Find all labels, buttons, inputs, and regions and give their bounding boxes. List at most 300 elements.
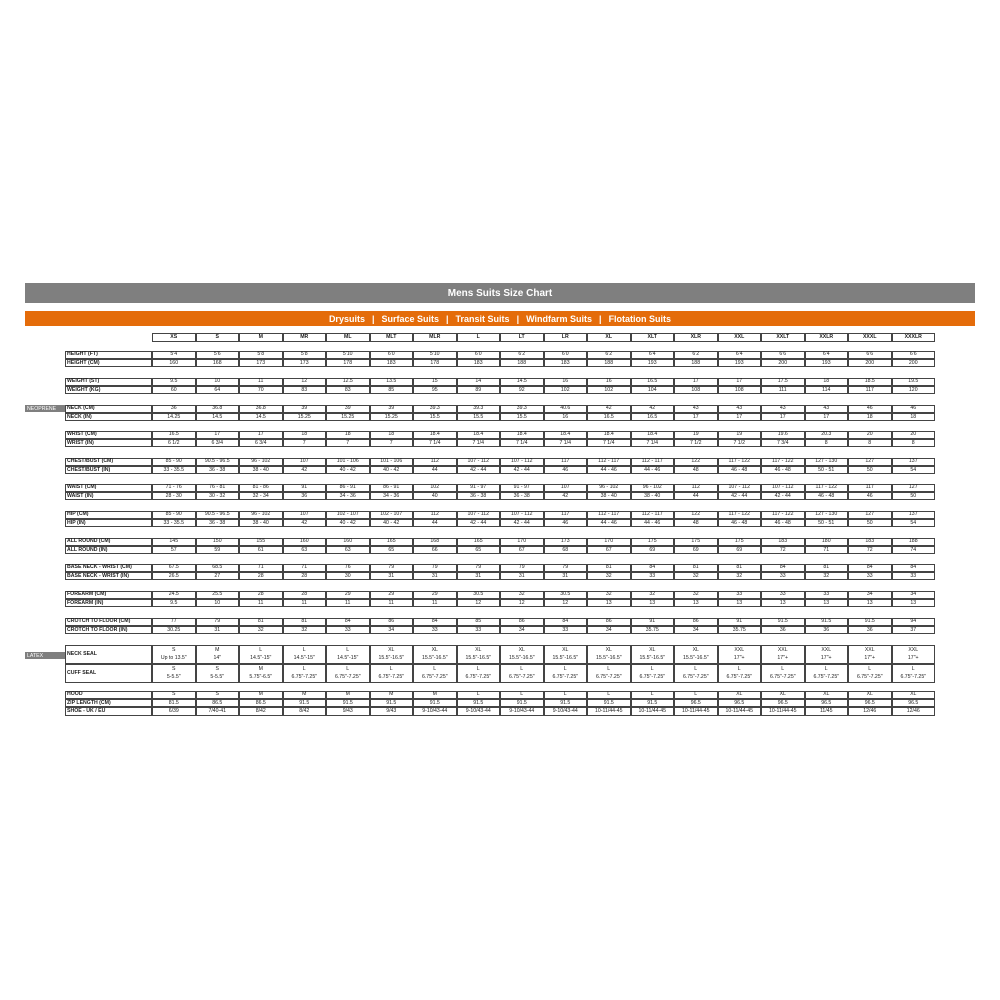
table-cell: 15.25 [326,413,370,421]
table-cell: 173 [283,359,327,367]
table-cell: 50 [848,519,892,527]
table-cell: 107 [283,458,327,466]
table-cell: 46 [892,405,936,413]
table-cell: 86 [500,618,544,626]
table-cell: 175 [718,538,762,546]
table-cell: 107 - 112 [500,458,544,466]
table-cell: 18.4 [500,431,544,439]
cell-line: 17"+ [820,655,832,662]
table-cell: 31 [544,572,588,580]
table-cell: 85 - 90 [152,458,196,466]
table-cell: 175 [631,538,675,546]
table-cell: 46 - 48 [761,519,805,527]
table-cell: 70 [239,386,283,394]
cell-line: 14.5"-15" [337,655,359,662]
table-cell: 33 [631,572,675,580]
cell-line: 6.75"-7.25" [813,674,840,681]
table-cell: 183 [848,538,892,546]
cell-line: XXL [864,646,875,653]
table-cell: 11 [370,599,414,607]
table-cell: 7 1/2 [718,439,762,447]
neoprene-section-tag: NEOPRENE [25,405,65,412]
table-cell: 84 [544,618,588,626]
table-cell: 46 - 48 [718,466,762,474]
table-cell [544,664,588,683]
table-cell: 102 [587,386,631,394]
table-cell: 20 [892,431,936,439]
table-cell: 90.5 - 96.5 [196,458,240,466]
table-cell: 19.5 [892,378,936,386]
cell-line: 6.75"-7.25" [291,674,318,681]
row-label: ZIP LENGTH (CM) [65,699,152,707]
table-cell: 6'4 [631,351,675,359]
table-cell: 68.5 [196,564,240,572]
table-cell: 13.5 [370,378,414,386]
table-cell: 112 [413,511,457,519]
table-cell: 91 [718,618,762,626]
table-cell: 36.8 [196,405,240,413]
size-header: M [239,333,283,342]
table-cell: 193 [805,359,849,367]
cell-line: 6.75"-7.25" [856,674,883,681]
table-cell: 33 [544,626,588,634]
chart-title: Mens Suits Size Chart [25,283,975,303]
table-cell: 112 [413,458,457,466]
table-cell: 91 - 97 [457,484,501,492]
table-cell: 86 [587,618,631,626]
table-cell: 8/42 [283,707,327,715]
row-label: HEIGHT (FT) [65,351,152,359]
table-cell: XL [718,691,762,699]
table-cell: 32 [587,572,631,580]
cell-line: Up to 13.5" [160,655,187,662]
table-cell: 17 [718,378,762,386]
table-cell [631,664,675,683]
table-cell: 33 - 35.5 [152,519,196,527]
row-label: WAIST (CM) [65,484,152,492]
table-cell: 60 [152,386,196,394]
table-cell: 14 [457,378,501,386]
table-cell: 104 [631,386,675,394]
table-cell: 46 [544,466,588,474]
table-cell: 43 [674,405,718,413]
cell-line: 17"+ [733,655,745,662]
table-cell: 66 [413,546,457,554]
table-cell: 32 [674,572,718,580]
table-cell: 8 [805,439,849,447]
table-cell: 77 [152,618,196,626]
table-cell: 84 [892,564,936,572]
table-cell: 170 [500,538,544,546]
table-cell: 102 [413,484,457,492]
table-cell: 84 [326,618,370,626]
table-cell: 17 [718,413,762,421]
table-cell: 31 [500,572,544,580]
table-cell [239,664,283,683]
table-cell: 40 - 42 [326,519,370,527]
table-cell: 117 - 122 [805,484,849,492]
cell-line: 5-5.5" [210,674,225,681]
table-cell: 50 [848,466,892,474]
cell-line: 15.5"-16.5" [639,655,666,662]
table-cell: 91.5 [413,699,457,707]
table-cell: 96.5 [892,699,936,707]
table-cell: 18.5 [848,378,892,386]
table-cell: 5'8 [283,351,327,359]
table-cell: 15.5 [500,413,544,421]
table-cell: 16 [544,378,588,386]
table-cell: 200 [761,359,805,367]
category-separator: | [446,313,449,324]
table-cell: 33 [761,591,805,599]
table-cell [283,645,327,664]
table-cell: 17 [674,378,718,386]
table-cell: 36 [152,405,196,413]
table-cell: 7 1/4 [544,439,588,447]
cell-line: L [476,665,480,672]
table-cell: 27 [196,572,240,580]
table-cell: 44 - 46 [587,519,631,527]
cell-line: L [694,665,698,672]
table-cell [500,664,544,683]
table-cell: 32 [587,591,631,599]
table-cell: 9/43 [326,707,370,715]
table-cell: 7 1/4 [457,439,501,447]
table-cell: 38 - 40 [587,492,631,500]
table-cell: 18 [326,431,370,439]
table-cell: 6 3/4 [239,439,283,447]
table-cell: 91.5 [848,618,892,626]
table-cell: 32 [239,626,283,634]
table-cell: 59 [196,546,240,554]
table-cell: 108 [718,386,762,394]
table-cell: 39.3 [413,405,457,413]
cell-line: M [258,665,263,672]
table-cell: 193 [718,359,762,367]
table-cell: 102 - 107 [326,511,370,519]
category-label: Surface Suits [381,313,440,324]
cell-line: 17"+ [777,655,789,662]
table-cell: 42 [283,466,327,474]
table-cell [370,664,414,683]
table-cell: 107 - 112 [761,484,805,492]
table-cell: 5'4 [152,351,196,359]
table-cell: 11 [239,378,283,386]
cell-line: XXL [821,646,832,653]
table-cell: M [239,691,283,699]
table-cell: 54 [892,466,936,474]
cell-line: XL [649,646,656,653]
table-cell: 81 [718,564,762,572]
table-cell: 18 [848,413,892,421]
table-cell: 89 [457,386,501,394]
table-cell: 91.5 [761,618,805,626]
table-cell [761,645,805,664]
table-cell: 46 [544,519,588,527]
table-cell: 127 [848,458,892,466]
table-cell: 8/42 [239,707,283,715]
table-cell: 107 [283,511,327,519]
row-label: WAIST (IN) [65,492,152,500]
table-cell: 34 [892,591,936,599]
table-cell: 46 [848,492,892,500]
table-cell: 12/46 [892,707,936,715]
table-cell [196,664,240,683]
table-cell: 86 - 91 [370,484,414,492]
row-label: FOREARM (CM) [65,591,152,599]
table-cell: 40.6 [544,405,588,413]
table-cell: 10 [196,599,240,607]
table-cell: 117 [544,511,588,519]
row-label: ALL ROUND (IN) [65,546,152,554]
cell-line: L [650,665,654,672]
table-cell: XL [892,691,936,699]
size-header: L [457,333,501,342]
table-cell: 117 - 122 [718,511,762,519]
table-cell: 96.5 [805,699,849,707]
table-cell [674,664,718,683]
table-cell: 42 - 44 [500,466,544,474]
table-cell: 17 [674,413,718,421]
table-cell: 6'0 [370,351,414,359]
table-cell: 188 [587,359,631,367]
table-cell: 137 [892,511,936,519]
table-cell: 102 [544,386,588,394]
size-header: XS [152,333,196,342]
table-cell: M [326,691,370,699]
table-cell: 160 [326,538,370,546]
table-cell [587,645,631,664]
table-cell: 46 - 48 [761,466,805,474]
table-cell: 15.5 [413,413,457,421]
table-cell: 183 [544,359,588,367]
table-cell: 112 - 117 [631,511,675,519]
table-cell: 18 [892,413,936,421]
cell-line: 15.5"-16.5" [465,655,492,662]
table-cell: 85 [370,386,414,394]
row-label: FOREARM (IN) [65,599,152,607]
table-cell: 10 [196,378,240,386]
table-cell: 68 [544,546,588,554]
table-cell: XL [805,691,849,699]
table-cell: 32 [631,591,675,599]
cell-line: 6.75"-7.25" [421,674,448,681]
row-label: NECK (IN) [65,413,152,421]
table-cell: 7 1/4 [587,439,631,447]
cell-line: 15.5"-16.5" [421,655,448,662]
row-label: WEIGHT (ST) [65,378,152,386]
size-header: XXXLR [892,333,936,342]
table-cell: 9-10/43-44 [544,707,588,715]
table-cell: 6'4 [805,351,849,359]
table-cell: 13 [761,599,805,607]
table-cell: 6'4 [718,351,762,359]
table-cell: 178 [413,359,457,367]
table-cell: 200 [848,359,892,367]
row-label: SHOE - UK / EU [65,707,152,715]
table-cell [805,645,849,664]
cell-line: S [215,665,219,672]
table-cell: 17 [196,431,240,439]
table-cell: 65 [457,546,501,554]
table-cell: 28 [283,591,327,599]
table-cell: 42 - 44 [457,519,501,527]
cell-line: 14.5"-15" [293,655,315,662]
table-cell: 91.5 [283,699,327,707]
table-cell: 117 - 122 [718,458,762,466]
table-cell: 86.5 [239,699,283,707]
table-cell: 81.5 [152,699,196,707]
row-label: WRIST (IN) [65,439,152,447]
size-header: XLT [631,333,675,342]
table-cell: 79 [413,564,457,572]
table-cell: 6 1/2 [152,439,196,447]
table-cell: 19.6 [761,431,805,439]
table-cell: 29 [370,591,414,599]
table-cell [326,664,370,683]
table-cell: 32 - 34 [239,492,283,500]
cell-line: 6.75"-7.25" [508,674,535,681]
table-cell [370,645,414,664]
category-separator: | [371,313,375,324]
table-cell: 91.5 [805,618,849,626]
table-cell [848,664,892,683]
table-cell: 14.5 [239,413,283,421]
cell-line: L [302,646,306,653]
table-cell [848,645,892,664]
table-cell: 65 [370,546,414,554]
cell-line: L [346,665,350,672]
table-cell: 7/40-41 [196,707,240,715]
table-cell: 40 [413,492,457,500]
table-cell: 168 [413,538,457,546]
row-label: CROTCH TO FLOOR (CM) [65,618,152,626]
table-cell: 84 [761,564,805,572]
table-cell: 16.5 [152,431,196,439]
cell-line: 6.75"-7.25" [682,674,709,681]
table-cell: 28 [283,572,327,580]
table-cell: 15.25 [370,413,414,421]
table-cell: 34 [848,591,892,599]
row-label: BASE NECK - WRIST (IN) [65,572,152,580]
table-cell: 72 [848,546,892,554]
row-label: CROTCH TO FLOOR (IN) [65,626,152,634]
table-cell: 12.5 [326,378,370,386]
table-cell [283,664,327,683]
table-cell: 83 [283,386,327,394]
table-cell: 33 [718,591,762,599]
table-cell: 81 [283,618,327,626]
table-cell: 91.5 [631,699,675,707]
table-cell: 39 [326,405,370,413]
table-cell: 63 [326,546,370,554]
table-cell: 50 - 51 [805,519,849,527]
table-cell: 9/43 [370,707,414,715]
table-cell: 188 [892,538,936,546]
table-cell: 85 - 90 [152,511,196,519]
cell-line: 14.5"-15" [250,655,272,662]
size-header: XXL [718,333,762,342]
cell-line: L [911,665,915,672]
table-cell: 6'2 [500,351,544,359]
table-cell: 35.75 [631,626,675,634]
table-cell: 48 [674,466,718,474]
table-cell: 12 [457,599,501,607]
table-cell [457,664,501,683]
table-cell: 96.5 [674,699,718,707]
table-cell: 71 [283,564,327,572]
table-cell: 9.5 [152,599,196,607]
table-cell [761,664,805,683]
table-cell: 43 [761,405,805,413]
table-cell: L [674,691,718,699]
table-cell: 127 - 130 [805,458,849,466]
table-cell: 117 - 122 [761,458,805,466]
table-cell: 111 [761,386,805,394]
table-cell [631,645,675,664]
table-cell: 30.25 [152,626,196,634]
table-cell: 6'6 [761,351,805,359]
table-cell: 165 [370,538,414,546]
table-cell: 36 [848,626,892,634]
cell-line: 15.5"-16.5" [595,655,622,662]
category-label: Flotation Suits [608,313,672,324]
table-cell: 188 [500,359,544,367]
table-cell: 35.75 [718,626,762,634]
cell-line: 5.75"-6.5" [249,674,273,681]
table-cell: 91.5 [587,699,631,707]
table-cell: L [587,691,631,699]
table-cell: 6 3/4 [196,439,240,447]
table-cell: 168 [196,359,240,367]
table-cell: 10-11/44-45 [718,707,762,715]
table-cell: 96 - 102 [587,484,631,492]
table-cell: 34 [674,626,718,634]
table-cell: 101 - 106 [326,458,370,466]
row-label: ALL ROUND (CM) [65,538,152,546]
table-cell: 37 [892,626,936,634]
table-cell: 112 - 117 [587,458,631,466]
table-cell: 117 [544,458,588,466]
table-cell: 33 [761,572,805,580]
table-cell: 36.8 [239,405,283,413]
table-cell: 31 [413,572,457,580]
cell-line: XL [475,646,482,653]
size-header: MR [283,333,327,342]
table-cell: 72 [761,546,805,554]
table-cell: 40 - 42 [370,519,414,527]
table-cell: 10-11/44-45 [587,707,631,715]
table-cell [805,664,849,683]
cell-line: XL [431,646,438,653]
table-cell: 43 [718,405,762,413]
size-header: XXXL [848,333,892,342]
cell-line: 15.5"-16.5" [378,655,405,662]
cell-line: S [172,665,176,672]
cell-line: XL [518,646,525,653]
table-cell: 34 - 36 [370,492,414,500]
table-cell: 11 [326,599,370,607]
table-cell: 32 [283,626,327,634]
table-cell: 81 [674,564,718,572]
table-cell: 91 [631,618,675,626]
table-cell: 160 [152,359,196,367]
table-cell: 15.5 [457,413,501,421]
table-cell: 46 - 48 [718,519,762,527]
table-cell: 42 - 44 [718,492,762,500]
table-cell: 6'6 [848,351,892,359]
row-label: WRIST (CM) [65,431,152,439]
